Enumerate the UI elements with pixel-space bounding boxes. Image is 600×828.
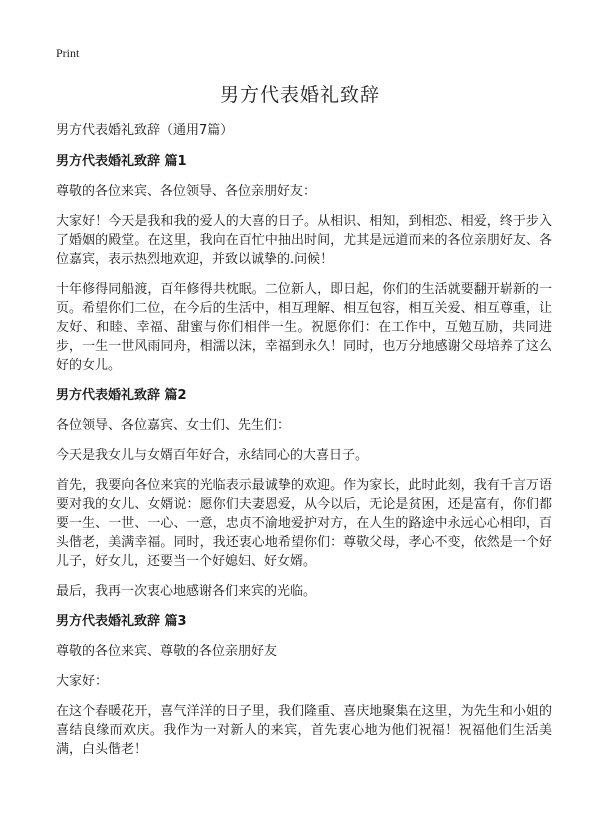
paragraph: 今天是我女儿与女婿百年好合，永结同心的大喜日子。	[56, 448, 369, 463]
article-subtitle: 男方代表婚礼致辞（通用7篇）	[56, 123, 234, 138]
section-heading: 男方代表婚礼致辞 篇3	[56, 614, 187, 629]
paragraph: 各位领导、各位嘉宾、女士们、先生们：	[56, 418, 291, 433]
paragraph: 在这个春暖花开，喜气洋洋的日子里，我们隆重、喜庆地聚集在这里，为先生和小姐的喜结良缘而欢庆。我作为一对新人的来宾，首先衷心地为他们祝福！祝福他们生活美满，白头偕老！	[56, 704, 552, 757]
page-title: 男方代表婚礼致辞	[219, 84, 380, 106]
section-heading: 男方代表婚礼致辞 篇2	[56, 388, 187, 403]
paragraph: 尊敬的各位来宾、尊敬的各位亲朋好友	[56, 644, 278, 659]
section-2	[56, 386, 552, 601]
section-1	[56, 152, 552, 375]
article-body	[56, 121, 552, 770]
section-3	[56, 612, 552, 759]
section-heading: 男方代表婚礼致辞 篇1	[56, 154, 187, 169]
paragraph: 最后，我再一次衷心地感谢各们来宾的光临。	[56, 584, 317, 599]
paragraph: 尊敬的各位来宾、各位领导、各位亲朋好友：	[56, 184, 317, 199]
paragraph: 十年修得同船渡，百年修得共枕眠。二位新人，即日起，你们的生活就要翻开崭新的一页。希望你们二位，在今后的生活中，相互理解、相互包容，相互关爱、相互尊重，让友好、和睦、幸福、甜蜜与你们相伴一生。祝愿你们：在工作中，互勉互励，共同进步，一生一世风雨同舟，相濡以沫，幸福到永久！同时，也万分地感谢父母培养了这么好的女儿。	[56, 282, 552, 373]
paragraph: 首先，我要向各位来宾的光临表示最诚挚的欢迎。作为家长，此时此刻，我有千言万语要对我的女儿、女婿说：愿你们夫妻恩爱，从今以后，无论是贫困，还是富有，你们都要一生、一世、一心、一意，忠贞不渝地爱护对方，在人生的路途中永远心心相印，百头偕老，美满幸福。同时，我还衷心地希望你们：尊敬父母，孝心不变，依然是一个好儿子，好女儿，还要当一个好媳妇、好女婿。	[56, 478, 552, 569]
paragraph: 大家好：	[56, 674, 109, 689]
print-link[interactable]: Print	[56, 46, 80, 60]
paragraph: 大家好！今天是我和我的爱人的大喜的日子。从相识、相知，到相恋、相爱，终于步入了婚姻的殿堂。在这里，我向在百忙中抽出时间，尤其是远道而来的各位亲朋好友、各位嘉宾，表示热烈地欢迎，并致以诚挚的.问候！	[56, 214, 552, 267]
